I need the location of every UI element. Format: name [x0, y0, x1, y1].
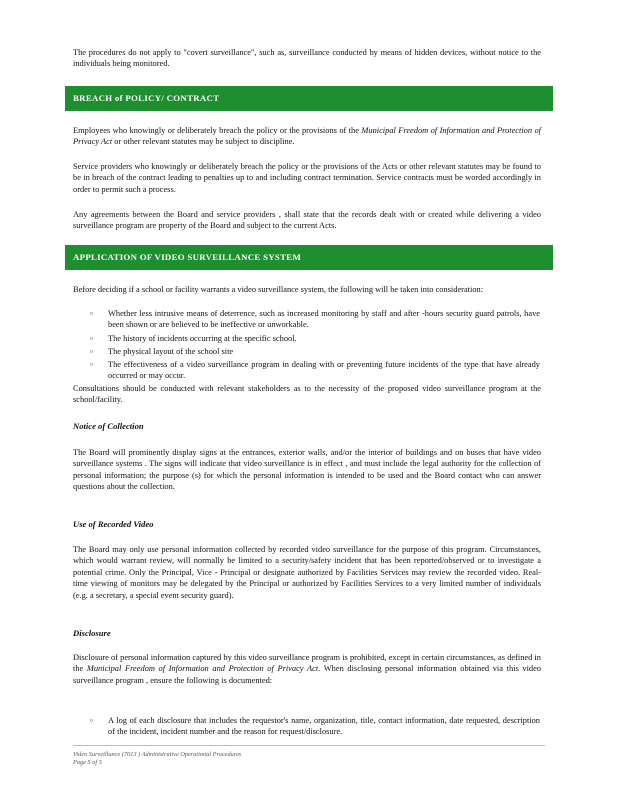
- bullet-icon: ▫: [90, 347, 93, 356]
- notice-paragraph: The Board will prominently display signs at the entrances, exterior walls, and/or the interior of buildings and on buses that have video surveillance systems . The signs will indicate that video surveillance is in effect , and must include the legal authority for the collection of personal information; the purpose (s) for which the personal information is intended to be used and the Board contact who can answer questions about the collection.: [73, 448, 541, 492]
- bullet-item: ▫ A log of each disclosure that includes the requestor's name, organization, title, contact information, date requested, description of the incident, incident number and the reason for request/disclosure.: [90, 716, 540, 737]
- intro-paragraph: The procedures do not apply to "covert surveillance", such as, surveillance conducted by means of hidden devices, without notice to the individuals being monitored.: [73, 48, 541, 69]
- footer-page-number: Page 5 of 5: [73, 759, 102, 766]
- act-title: Municipal Freedom of Information and Protection of Privacy Act: [73, 126, 541, 147]
- bullet-item: ▫ The history of incidents occurring at the specific school.: [90, 334, 297, 343]
- disclosure-paragraph: Disclosure of personal information captured by this video surveillance program is prohibited, except in certain circumstances, as defined in the Municipal Freedom of Information and Protection of Privacy Act. When disclosing personal information obtained via this video surveillance program , ensure the following is documented:: [73, 653, 541, 685]
- breach-service-providers-paragraph: Service providers who knowingly or deliberately breach the policy or the provisions of the Acts or other relevant statutes may be found to be in breach of the contract leading to penalties up to and including contract termination. Service contracts must be worded accordingly in order to permit such a process.: [73, 162, 541, 194]
- notice-heading: Notice of Collection: [73, 421, 144, 431]
- bullet-item: ▫ The effectiveness of a video surveillance program in dealing with or preventing future incidents of the type that have already occurred or may occur.: [90, 360, 540, 381]
- footer-divider: [73, 745, 545, 746]
- bullet-icon: ▫: [90, 716, 93, 725]
- breach-agreements-paragraph: Any agreements between the Board and service providers , shall state that the records dealt with or created while delivering a video surveillance program are property of the Board and subject to the current Acts.: [73, 210, 541, 231]
- consultations-paragraph: Consultations should be conducted with relevant stakeholders as to the necessity of the proposed video surveillance program at the school/facility.: [73, 384, 541, 405]
- use-paragraph: The Board may only use personal information collected by recorded video surveillance for the purpose of this program. Circumstances, which would warrant review, will normally be limited to a security/safety incident that has been reported/observed or to investigate a potential crime. Only the Principal, Vice - Principal or designate authorized by Facilities Services may review the recorded video. Real- time viewing of monitors may be delegated by the Principal or authorized by Facilities Services to a very limited number of individuals (e.g. a secretary, a special event security guard).: [73, 545, 541, 600]
- application-heading: APPLICATION OF VIDEO SURVEILLANCE SYSTEM: [65, 245, 553, 270]
- bullet-icon: ▫: [90, 334, 93, 343]
- bullet-item: ▫ The physical layout of the school site: [90, 347, 234, 356]
- bullet-item: ▫ Whether less intrusive means of deterrence, such as increased monitoring by staff and after -hours security guard patrols, have been shown or are believed to be ineffective or unworkable.: [90, 309, 540, 330]
- bullet-icon: ▫: [90, 309, 93, 318]
- disclosure-heading: Disclosure: [73, 628, 111, 638]
- bullet-icon: ▫: [90, 360, 93, 369]
- breach-employees-paragraph: Employees who knowingly or deliberately breach the policy or the provisions of the Municipal Freedom of Information and Protection of Privacy Act or other relevant statutes may be subject to discipline.: [73, 126, 541, 147]
- act-title: Municipal Freedom of Information and Protection of Privacy Act: [86, 664, 319, 674]
- footer-title: Video Surveillance (7013 ) Administrative Operational Procedures: [73, 751, 242, 758]
- breach-heading: BREACH of POLICY/ CONTRACT: [65, 86, 553, 111]
- use-heading: Use of Recorded Video: [73, 519, 154, 529]
- application-intro: Before deciding if a school or facility warrants a video surveillance system, the following will be taken into consideration:: [73, 285, 484, 294]
